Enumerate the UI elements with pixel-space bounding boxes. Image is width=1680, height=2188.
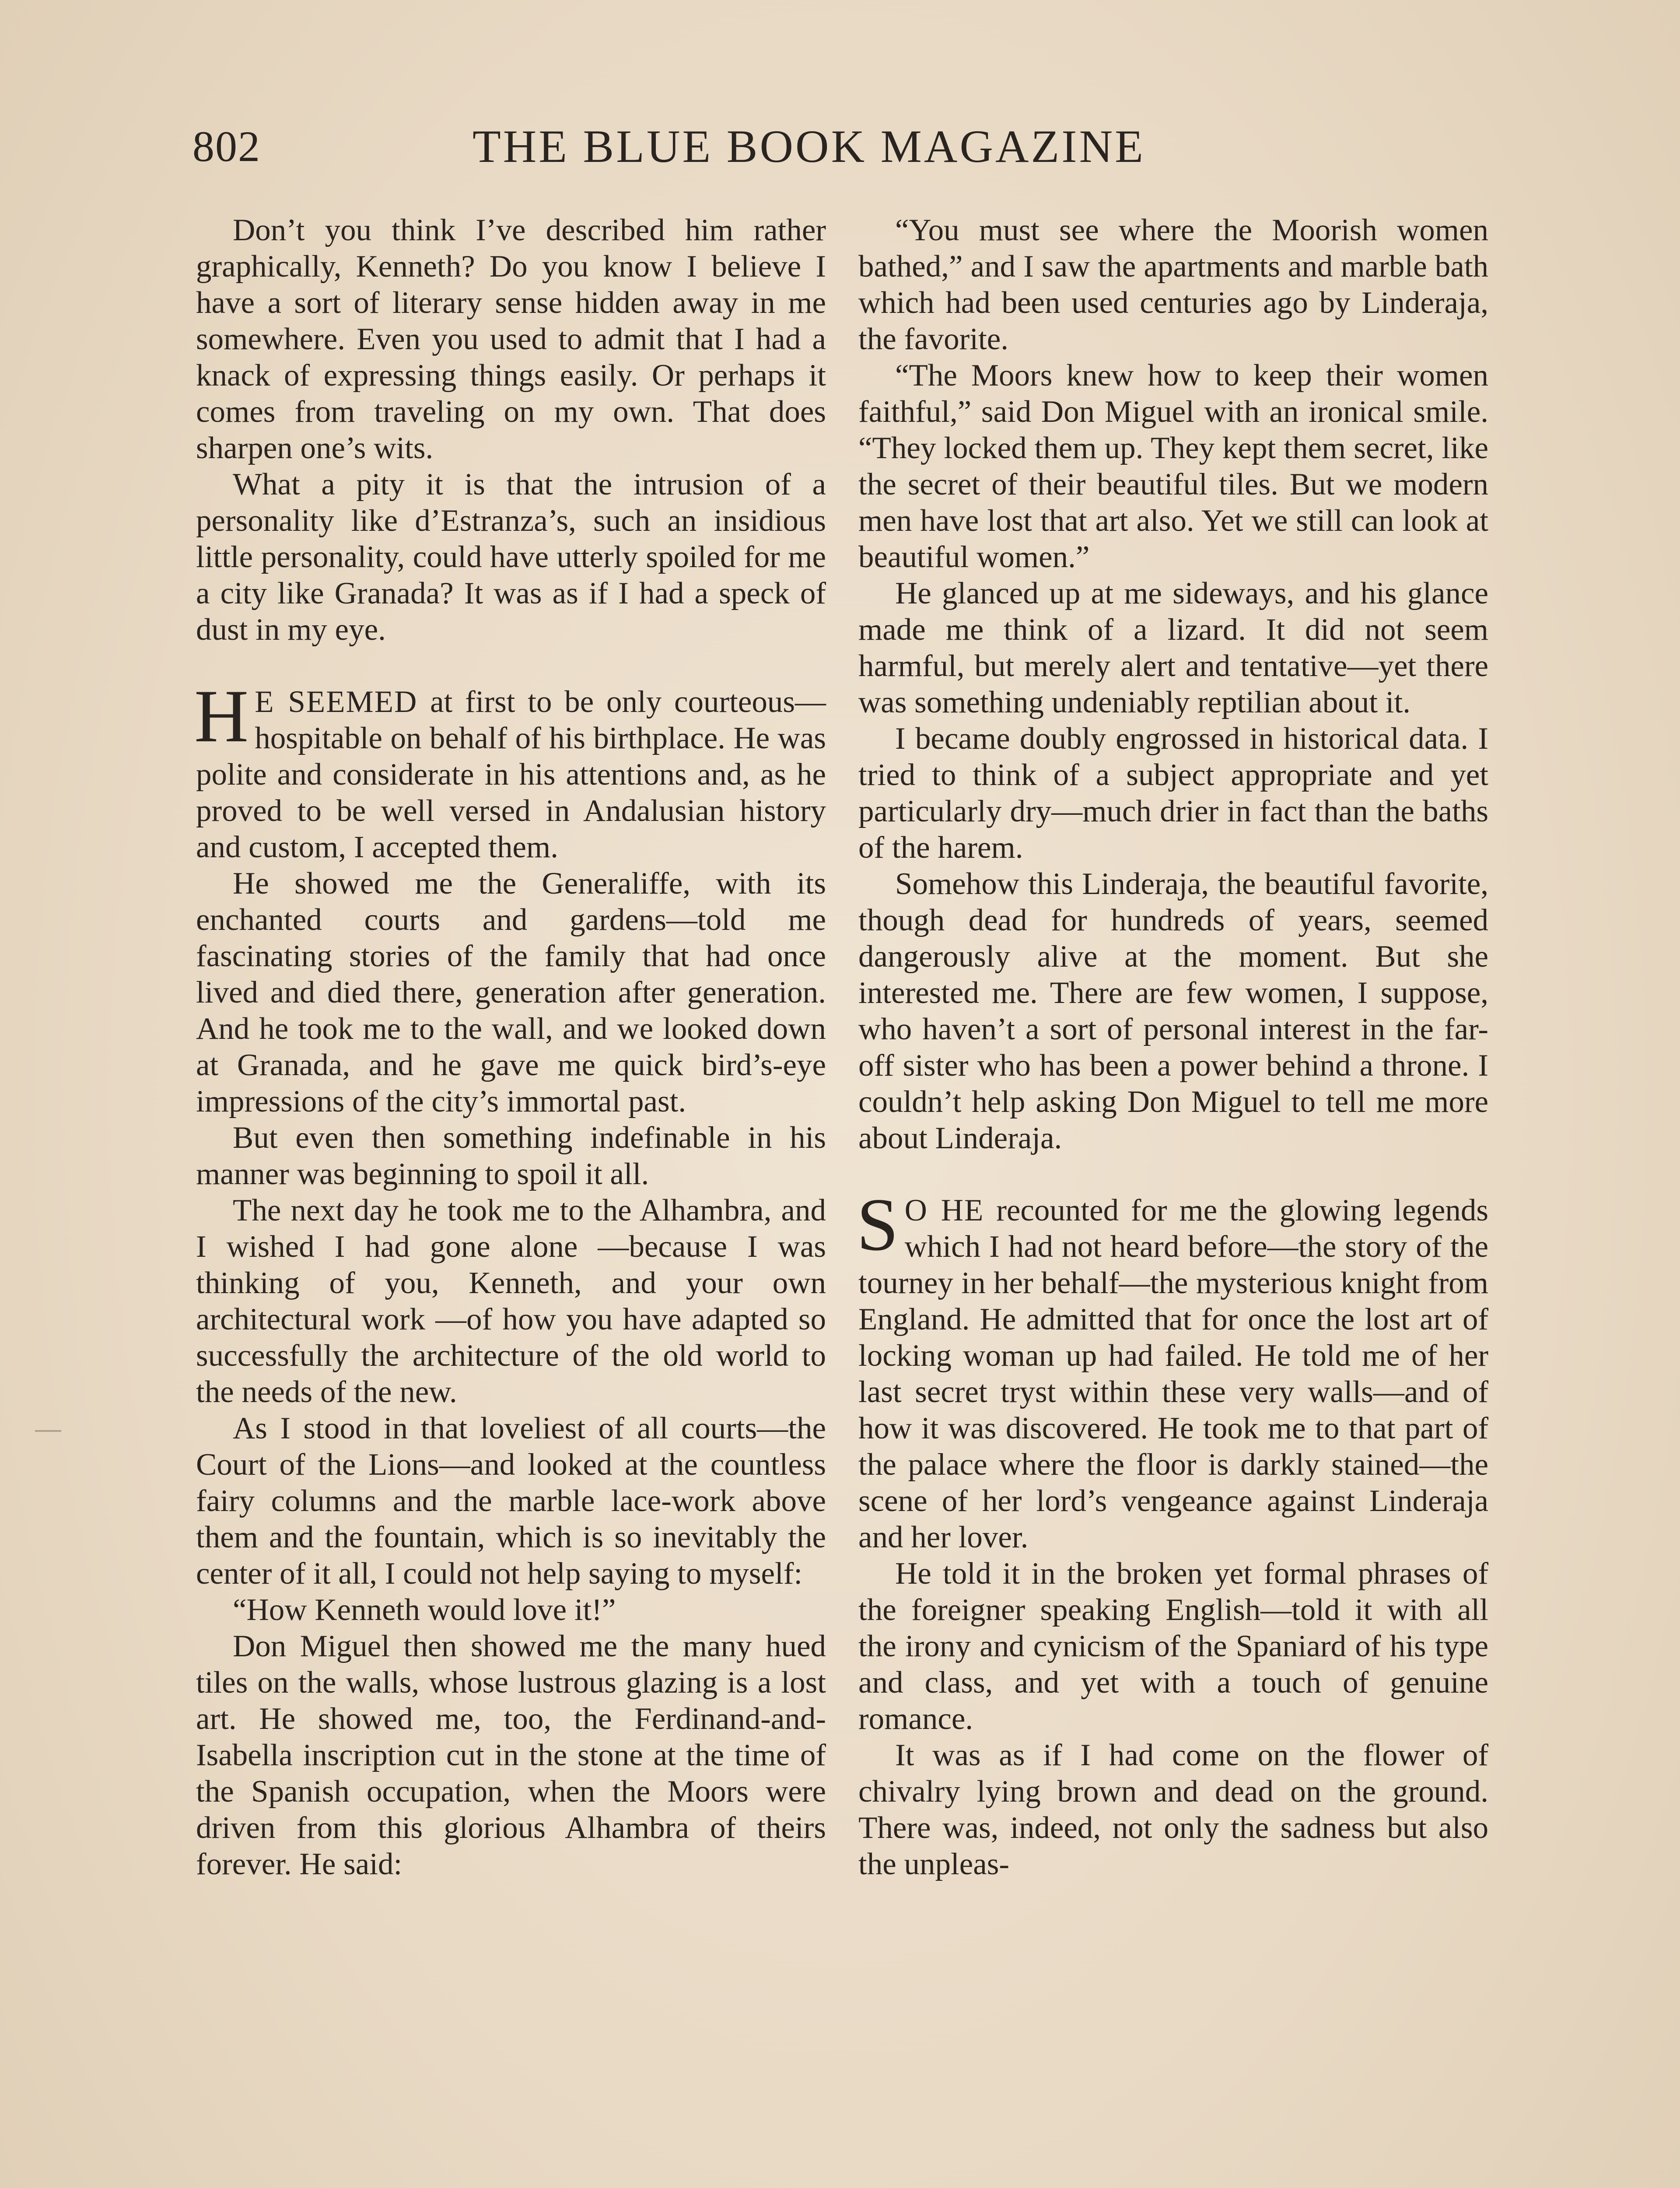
paragraph: I became doubly engrossed in historical data. I tried to think of a subject appropriate and yet particularly dry—much drier in fact than the baths of the harem. xyxy=(858,722,1488,865)
page-number: 802 xyxy=(192,122,261,171)
paragraph: Don’t you think I’ve described him rather graphically, Kenneth? Do you know I believe I have a sort of literary sense hidden away in me somewhere. Even you used to admit that I had a knack of expressing things easily. Or perhaps it comes from traveling on my own. That does sharpen one’s wits. xyxy=(196,213,826,465)
paragraph: He told it in the broken yet formal phrases of the foreigner speaking English—told it with all the irony and cynicism of the Spaniard of his type and class, and yet with a touch of genuine romance. xyxy=(858,1557,1488,1736)
paragraph: It was as if I had come on the flower of chivalry lying brown and dead on the ground. There was, indeed, not only the sadness but also the unpleas- xyxy=(858,1738,1488,1881)
paragraph: “You must see where the Moorish women bathed,” and I saw the apartments and marble bath which had been used centuries ago by Linderaja, the favorite. xyxy=(858,213,1488,356)
paragraph-text: at first to be only courteous—hospitable on behalf of his birthplace. He was polite and considerate in his attentions and, as he proved to be well versed in Andalusian history and custom, I accepted them. xyxy=(196,685,826,864)
paragraph: “How Kenneth would love it!” xyxy=(233,1593,616,1627)
paragraph: What a pity it is that the intrusion of a personality like d’Estranza’s, such an insidious little personality, could have utterly spoiled for me a city like Granada? It was as if I had a speck of dust in my eye. xyxy=(196,467,826,647)
lead-in-caps: O HE xyxy=(904,1193,984,1227)
paragraph: He glanced up at me sideways, and his glance made me think of a lizard. It did not seem harmful, but merely alert and tentative—yet there was something undeniably reptilian about it. xyxy=(858,576,1488,719)
paragraph-text: recounted for me the glowing legends which I had not heard before—the story of the tourney in her behalf—the mysterious knight from England. He admitted that for once the lost art of locking woman up had failed. He told me of her last secret tryst within these very walls—and of how it was discovered. He took me to that part of the palace where the floor is darkly stained—the scene of her lord’s vengeance against Linderaja and her lover. xyxy=(858,1193,1488,1554)
paragraph: As I stood in that loveliest of all courts—the Court of the Lions—and looked at the countless fairy columns and the marble lace-work above them and the fountain, which is so inevitably the center of it all, I could not help saying to myself: xyxy=(196,1411,826,1591)
paragraph: The next day he took me to the Alhambra, and I wished I had gone alone —because I was thinking of you, Kenneth, and your own architectural work —of how you have adapted so successfully the architecture of the old world to the needs of the new. xyxy=(196,1193,826,1409)
section-start-paragraph xyxy=(857,1183,1488,1556)
drop-cap: H xyxy=(194,675,249,758)
margin-mark xyxy=(35,1430,61,1432)
paragraph: Somehow this Linderaja, the beautiful favorite, though dead for hundreds of years, seemed dangerously alive at the moment. But she interested me. There are few women, I suppose, who haven’t a sort of personal interest in the far-off sister who has been a power behind a throne. I couldn’t help asking Don Miguel to tell me more about Linderaja. xyxy=(858,867,1488,1155)
lead-in-caps: E SEEMED xyxy=(255,685,418,719)
paragraph: Don Miguel then showed me the many hued tiles on the walls, whose lustrous glazing is a lost art. He showed me, too, the Ferdinand-and-Isabella inscription cut in the stone at the time of the Spanish occupation, when the Moors were driven from this glorious Alhambra of theirs forever. He said: xyxy=(196,1629,826,1881)
magazine-title: THE BLUE BOOK MAGAZINE xyxy=(472,121,1145,172)
section-start-paragraph xyxy=(194,675,826,866)
page-header xyxy=(192,118,1212,175)
paragraph: He showed me the Generaliffe, with its enchanted courts and gardens—told me fascinating stories of the family that had once lived and died there, generation after generation. And he took me to the wall, and we looked down at Granada, and he gave me quick bird’s-eye impressions of the city’s immortal past. xyxy=(196,866,826,1119)
paragraph: “The Moors knew how to keep their women faithful,” said Don Miguel with an ironical smile. “They locked them up. They kept them secret, like the secret of their beautiful tiles. But we modern men have lost that art also. Yet we still can look at beautiful women.” xyxy=(858,358,1488,574)
left-column xyxy=(196,212,826,1883)
right-column xyxy=(858,212,1488,1883)
paragraph: But even then something indefinable in his manner was beginning to spoil it all. xyxy=(196,1121,826,1191)
drop-cap: S xyxy=(857,1183,899,1266)
